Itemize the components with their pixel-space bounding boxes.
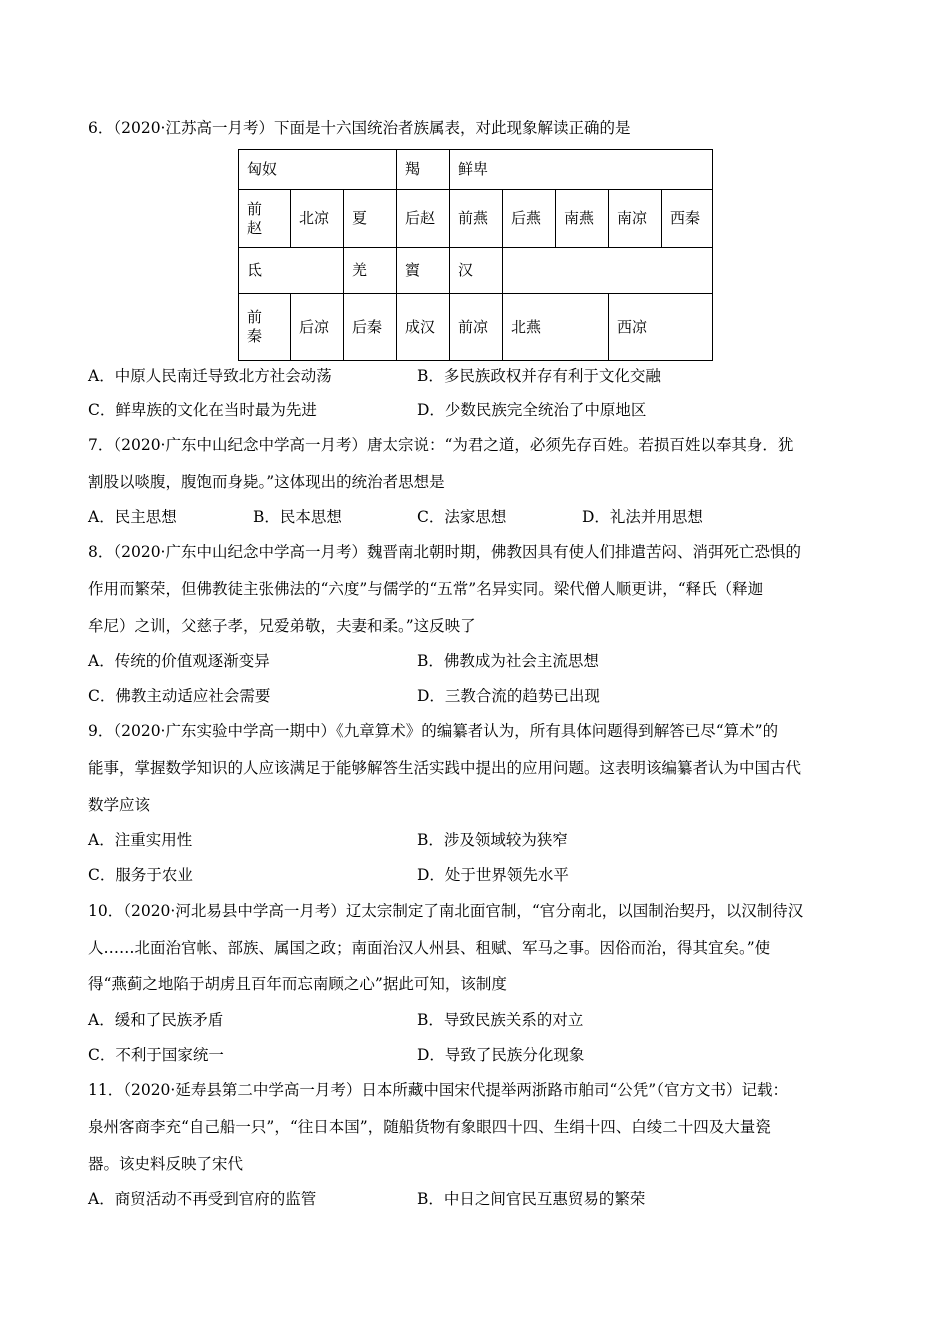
table-row <box>239 248 713 294</box>
table-cell: 南凉 <box>609 190 662 248</box>
q6-option-c[interactable]: C．鲜卑族的文化在当时最为先进 <box>88 401 317 419</box>
q7-option-d[interactable]: D．礼法并用思想 <box>582 508 703 526</box>
q10-option-c[interactable]: C．不利于国家统一 <box>88 1046 224 1064</box>
table-cell: 賨 <box>397 248 450 294</box>
tribe-table <box>238 149 713 361</box>
q11-stem-line: 泉州客商李充“自己船一只”，“往日本国”，随船货物有象眼四十四、生绢十四、白绫二十四及大量瓷 <box>88 1118 771 1136</box>
table-cell: 汉 <box>450 248 503 294</box>
q11-stem-line: 器。该史料反映了宋代 <box>88 1155 244 1173</box>
table-cell: 北凉 <box>291 190 344 248</box>
q6-option-d[interactable]: D．少数民族完全统治了中原地区 <box>417 401 647 419</box>
q10-option-d[interactable]: D．导致了民族分化现象 <box>417 1046 585 1064</box>
q10-option-b[interactable]: B．导致民族关系的对立 <box>417 1011 584 1029</box>
q9-option-d[interactable]: D．处于世界领先水平 <box>417 866 569 884</box>
q9-stem-line: 能事，掌握数学知识的人应该满足于能够解答生活实践中提出的应用问题。这表明该编纂者认为中国古代 <box>88 759 802 777</box>
q9-option-a[interactable]: A．注重实用性 <box>88 831 193 849</box>
q11-stem-line: 11．（2020·延寿县第二中学高一月考）日本所藏中国宋代提举两浙路市舶司“公凭”（官方文书）记载： <box>88 1081 788 1099</box>
q10-stem-line: 人……北面治官帐、部族、属国之政；南面治汉人州县、租赋、军马之事。因俗而治，得其宜矣。”使 <box>88 939 771 957</box>
q8-option-a[interactable]: A．传统的价值观逐渐变异 <box>88 652 270 670</box>
table-cell: 氐 <box>239 248 344 294</box>
table-cell: 前赵 <box>239 190 291 248</box>
q7-stem-line: 割股以啖腹，腹饱而身毙。”这体现出的统治者思想是 <box>88 473 445 491</box>
table-cell: 羯 <box>397 150 450 190</box>
q9-option-b[interactable]: B．涉及领域较为狭窄 <box>417 831 568 849</box>
q11-option-a[interactable]: A．商贸活动不再受到官府的监管 <box>88 1190 317 1208</box>
table-cell: 前凉 <box>450 294 503 361</box>
q8-option-c[interactable]: C．佛教主动适应社会需要 <box>88 687 271 705</box>
q7-option-c[interactable]: C．法家思想 <box>417 508 507 526</box>
q6-option-a[interactable]: A．中原人民南迁导致北方社会动荡 <box>88 367 332 385</box>
q11-option-b[interactable]: B．中日之间官民互惠贸易的繁荣 <box>417 1190 646 1208</box>
table-cell: 前燕 <box>450 190 503 248</box>
q6-stem: 6．（2020·江苏高一月考）下面是十六国统治者族属表，对此现象解读正确的是 <box>88 119 631 137</box>
table-cell <box>503 248 713 294</box>
table-cell: 匈奴 <box>239 150 397 190</box>
table-cell: 南燕 <box>556 190 609 248</box>
table-cell: 羌 <box>344 248 397 294</box>
table-cell: 后秦 <box>344 294 397 361</box>
table-row <box>239 190 713 248</box>
q10-stem-line: 10．（2020·河北易县中学高一月考）辽太宗制定了南北面官制，“官分南北，以国制治契丹，以汉制待汉 <box>88 902 804 920</box>
table-cell: 成汉 <box>397 294 450 361</box>
table-row <box>239 150 713 190</box>
q10-option-a[interactable]: A．缓和了民族矛盾 <box>88 1011 224 1029</box>
q7-option-b[interactable]: B．民本思想 <box>253 508 342 526</box>
q10-stem-line: 得“燕蓟之地陷于胡虏且百年而忘南顾之心”据此可知，该制度 <box>88 975 507 993</box>
q6-option-b[interactable]: B．多民族政权并存有利于文化交融 <box>417 367 661 385</box>
table-cell: 北燕 <box>503 294 609 361</box>
table-row <box>239 294 713 361</box>
q8-option-b[interactable]: B．佛教成为社会主流思想 <box>417 652 599 670</box>
table-cell: 后燕 <box>503 190 556 248</box>
q7-stem-line: 7．（2020·广东中山纪念中学高一月考）唐太宗说：“为君之道，必须先存百姓。若损百姓以奉其身．犹 <box>88 436 794 454</box>
q7-option-a[interactable]: A．民主思想 <box>88 508 177 526</box>
q9-option-c[interactable]: C．服务于农业 <box>88 866 193 884</box>
q8-stem-line: 作用而繁荣，但佛教徒主张佛法的“六度”与儒学的“五常”名异实同。梁代僧人顺更讲，“释氏（释迦 <box>88 580 764 598</box>
table-cell: 前秦 <box>239 294 291 361</box>
q8-stem-line: 牟尼）之训，父慈子孝，兄爱弟敬，夫妻和柔。”这反映了 <box>88 617 476 635</box>
q9-stem-line: 数学应该 <box>88 796 151 814</box>
q8-option-d[interactable]: D．三教合流的趋势已出现 <box>417 687 600 705</box>
q9-stem-line: 9．（2020·广东实验中学高一期中）《九章算术》的编纂者认为，所有具体问题得到解答已尽“算术”的 <box>88 722 779 740</box>
table-cell: 后赵 <box>397 190 450 248</box>
table-cell: 西凉 <box>609 294 713 361</box>
table-cell: 鲜卑 <box>450 150 713 190</box>
table-cell: 西秦 <box>662 190 713 248</box>
q8-stem-line: 8．（2020·广东中山纪念中学高一月考）魏晋南北朝时期，佛教因具有使人们排遣苦闷、消弭死亡恐惧的 <box>88 543 801 561</box>
table-cell: 后凉 <box>291 294 344 361</box>
table-cell: 夏 <box>344 190 397 248</box>
